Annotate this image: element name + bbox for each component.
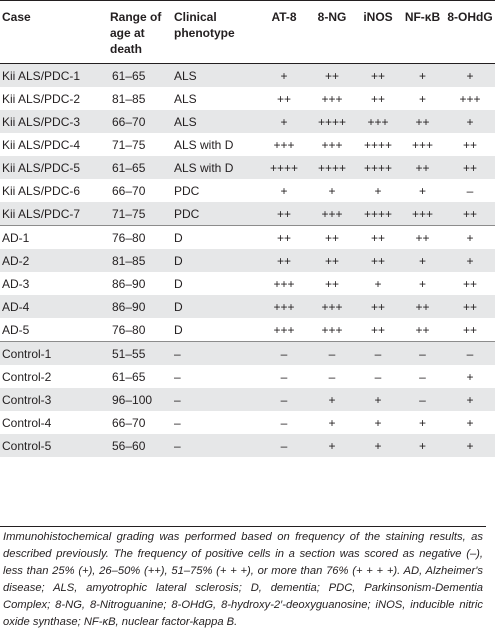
cell-inos: ++++: [363, 206, 393, 221]
cell-at8: ++: [276, 91, 291, 106]
table-row: [0, 434, 495, 457]
cell-case: AD-1: [0, 226, 104, 250]
header-inos: iNOS: [363, 10, 393, 24]
cell-age: 71–75: [112, 137, 146, 152]
cell-8ohdg: +: [466, 114, 474, 129]
cell-at8: +: [280, 114, 288, 129]
cell-phenotype: PDC: [174, 206, 200, 221]
cell-nfkb: ++: [415, 322, 430, 337]
cell-8ng: ++: [324, 276, 339, 291]
cell-nfkb: +: [418, 183, 426, 198]
cell-at8: ++: [260, 226, 308, 250]
cell-nfkb: +++: [411, 206, 434, 221]
cell-8ng: –: [328, 369, 336, 384]
cell-at8: –: [280, 392, 288, 407]
cell-at8: ++: [276, 206, 291, 221]
table-row: [0, 64, 495, 88]
table-row: [0, 411, 495, 434]
cell-case: Kii ALS/PDC-3: [2, 114, 81, 129]
cell-8ng: +++: [321, 322, 343, 337]
table-row: [0, 226, 495, 250]
header-nfkb: NF-κB: [404, 10, 441, 24]
table-row: [0, 295, 495, 318]
cell-case: AD-3: [2, 276, 30, 291]
cell-age: 86–90: [112, 276, 146, 291]
table-row: [0, 179, 495, 202]
cell-at8: ++++: [269, 160, 299, 175]
cell-nfkb: –: [400, 342, 445, 366]
cell-8ng: +: [328, 438, 336, 453]
cell-inos: ++: [370, 322, 385, 337]
cell-age: 86–90: [112, 299, 146, 314]
table-footnote: Immunohistochemical grading was performed based on frequency of the staining results, as described previously. The frequency of positive cells in a section was scored as negative (–), less than 25% (+), 26–50% (++), 51–75% (+ + +), or more than 76% (+ + + +). AD, Alzheimer's disease; ALS, amyotrophic lateral sclerosis; D, dementia; PDC, Parkinsonism-Dementia Complex; 8-NG, 8-Nitroguanine; 8-OHdG, 8-hydroxy-2′-deoxyguanosine; iNOS, inducible nitric oxide synthase; NF-κB, nuclear factor-kappa B.: [0, 526, 486, 631]
cell-phenotype: ALS: [174, 68, 197, 83]
cell-8ohdg: ++: [462, 299, 477, 314]
cell-case: Kii ALS/PDC-6: [2, 183, 81, 198]
cell-phenotype: ALS: [174, 114, 197, 129]
cell-phenotype: PDC: [174, 183, 200, 198]
cell-inos: +: [374, 415, 382, 430]
cell-8ohdg: ++: [462, 276, 477, 291]
cell-inos: ++++: [363, 160, 393, 175]
header-case: Case: [2, 10, 31, 24]
cell-case: Kii ALS/PDC-2: [2, 91, 81, 106]
cell-case: Kii ALS/PDC-4: [2, 137, 81, 152]
cell-inos: ++: [370, 68, 385, 83]
cell-case: Control-1: [0, 342, 104, 366]
cell-phenotype: –: [174, 342, 260, 366]
header-age: Range of age at death: [110, 10, 162, 56]
header-8ng: 8-NG: [317, 10, 347, 24]
cell-phenotype: –: [174, 415, 181, 430]
cell-nfkb: –: [419, 369, 426, 384]
cell-nfkb: +: [418, 91, 426, 106]
cell-inos: +: [374, 183, 382, 198]
cell-case: Control-5: [2, 438, 52, 453]
cell-nfkb: ++: [400, 226, 445, 250]
cell-8ng: ++: [308, 226, 356, 250]
cell-phenotype: –: [174, 369, 181, 384]
cell-8ohdg: +++: [459, 91, 481, 106]
cell-inos: ++: [370, 253, 385, 268]
header-row: [0, 1, 495, 64]
table-row: [0, 133, 495, 156]
cell-at8: +++: [273, 322, 295, 337]
cell-case: Kii ALS/PDC-7: [2, 206, 81, 221]
table-row: [0, 318, 495, 342]
cell-inos: ++: [356, 226, 400, 250]
cell-inos: +++: [367, 114, 389, 129]
cell-at8: +: [280, 183, 288, 198]
cell-8ohdg: +: [466, 253, 474, 268]
cell-at8: +++: [273, 276, 295, 291]
cell-8ohdg: +: [466, 415, 474, 430]
cell-nfkb: +: [418, 438, 426, 453]
cell-case: AD-5: [2, 322, 30, 337]
cell-age: 66–70: [112, 114, 146, 129]
cell-inos: +: [374, 276, 382, 291]
cell-phenotype: D: [174, 276, 183, 291]
table-row: [0, 388, 495, 411]
cell-8ng: ++++: [317, 114, 347, 129]
cell-age: 61–65: [112, 369, 146, 384]
table-row: [0, 87, 495, 110]
cell-age: 71–75: [112, 206, 146, 221]
cell-8ohdg: +: [466, 68, 474, 83]
cell-case: AD-2: [2, 253, 30, 268]
cell-8ng: +++: [321, 206, 343, 221]
table-row: [0, 272, 495, 295]
cell-age: 81–85: [112, 91, 146, 106]
cell-at8: –: [280, 415, 288, 430]
cell-case: Control-3: [2, 392, 52, 407]
cell-case: Kii ALS/PDC-1: [2, 68, 81, 83]
cell-8ng: +: [328, 415, 336, 430]
cell-at8: –: [280, 369, 288, 384]
cell-nfkb: ++: [415, 299, 430, 314]
cell-phenotype: D: [174, 299, 183, 314]
cell-phenotype: ALS: [174, 91, 197, 106]
header-8ohdg: 8-OHdG: [447, 10, 493, 24]
cell-at8: +: [280, 68, 288, 83]
cell-at8: +++: [273, 299, 295, 314]
cell-case: Control-2: [2, 369, 52, 384]
cell-phenotype: ALS with D: [174, 137, 234, 152]
cell-at8: ++: [276, 253, 291, 268]
cell-8ng: ++: [324, 253, 339, 268]
cell-age: 51–55: [104, 342, 174, 366]
cell-inos: ++++: [363, 137, 393, 152]
cell-phenotype: D: [174, 226, 260, 250]
cell-age: 61–65: [112, 160, 146, 175]
table-row: [0, 110, 495, 133]
cell-inos: ++: [370, 299, 385, 314]
cell-at8: –: [260, 342, 308, 366]
cell-nfkb: +: [418, 68, 426, 83]
cell-8ohdg: ++: [462, 160, 477, 175]
cell-case: Control-4: [2, 415, 52, 430]
cell-nfkb: +: [418, 276, 426, 291]
cell-8ohdg: +: [466, 392, 474, 407]
cell-case: AD-4: [2, 299, 30, 314]
cell-8ohdg: ++: [462, 322, 477, 337]
cell-nfkb: ++: [415, 114, 430, 129]
cell-nfkb: –: [419, 392, 426, 407]
cell-phenotype: D: [174, 322, 183, 337]
cell-inos: +: [374, 438, 382, 453]
cell-age: 61–65: [112, 68, 146, 83]
cell-nfkb: +: [418, 253, 426, 268]
cell-8ohdg: ++: [462, 137, 477, 152]
table-row: [0, 156, 495, 179]
cell-8ng: –: [308, 342, 356, 366]
cell-8ohdg: ++: [462, 206, 477, 221]
cell-at8: –: [280, 438, 288, 453]
cell-age: 66–70: [112, 183, 146, 198]
cell-inos: –: [356, 342, 400, 366]
cell-8ng: +++: [321, 91, 343, 106]
cell-8ohdg: –: [445, 342, 495, 366]
cell-8ohdg: +: [445, 226, 495, 250]
header-phenotype: Clinical phenotype: [174, 10, 235, 40]
cell-phenotype: D: [174, 253, 183, 268]
cell-8ng: +: [328, 183, 336, 198]
cell-8ohdg: +: [466, 438, 474, 453]
cell-age: 81–85: [112, 253, 146, 268]
table-row: [0, 342, 495, 366]
cell-age: 76–80: [112, 322, 146, 337]
cell-inos: –: [374, 369, 382, 384]
cell-inos: ++: [370, 91, 385, 106]
cell-nfkb: +: [418, 415, 426, 430]
cell-age: 56–60: [112, 438, 146, 453]
cell-nfkb: +++: [411, 137, 434, 152]
cell-age: 76–80: [104, 226, 174, 250]
cell-phenotype: –: [174, 392, 181, 407]
table-body: [0, 64, 495, 458]
cell-inos: +: [374, 392, 382, 407]
table-row: [0, 202, 495, 226]
cell-case: Kii ALS/PDC-5: [2, 160, 81, 175]
header-at8: AT-8: [271, 10, 297, 24]
cell-at8: +++: [273, 137, 295, 152]
cell-phenotype: ALS with D: [174, 160, 234, 175]
cell-8ohdg: –: [466, 183, 474, 198]
cell-8ng: ++++: [317, 160, 347, 175]
cell-8ng: +: [328, 392, 336, 407]
cell-8ng: ++: [324, 68, 339, 83]
cell-age: 96–100: [112, 392, 153, 407]
cell-8ng: +++: [321, 299, 343, 314]
cell-8ohdg: +: [466, 369, 474, 384]
cell-8ng: +++: [321, 137, 343, 152]
table-row: [0, 365, 495, 388]
cell-phenotype: –: [174, 438, 181, 453]
table-row: [0, 249, 495, 272]
cell-nfkb: ++: [415, 160, 430, 175]
cell-age: 66–70: [112, 415, 146, 430]
